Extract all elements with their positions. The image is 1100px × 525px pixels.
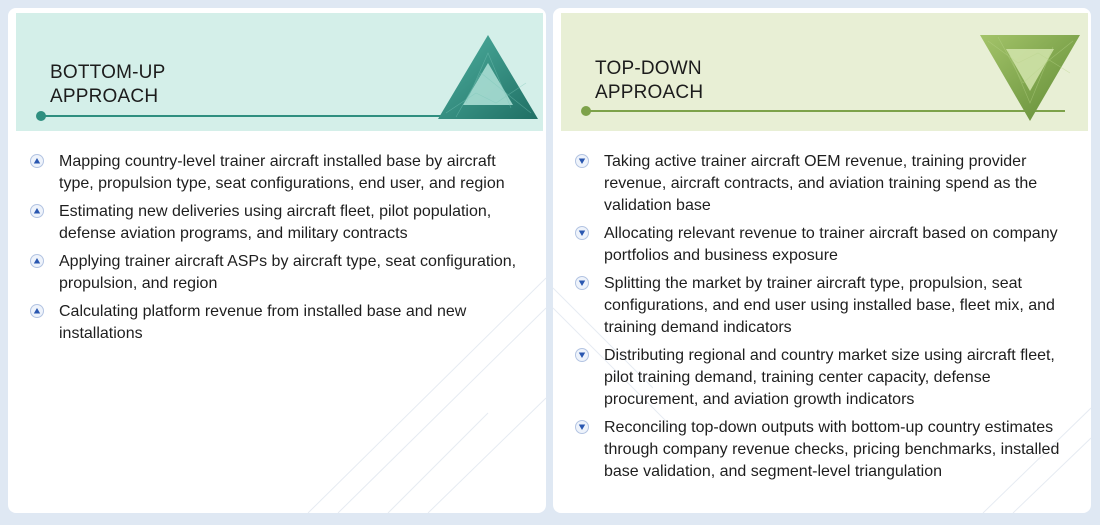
top-down-panel — [553, 8, 1091, 513]
list-item — [575, 273, 1075, 339]
list-item — [30, 251, 520, 295]
arrow-up-bullet-icon — [30, 154, 44, 168]
triangle-down-icon — [978, 33, 1082, 123]
bottom-up-panel — [8, 8, 546, 513]
list-item — [575, 151, 1075, 217]
arrow-down-bullet-icon — [575, 226, 589, 240]
list-item-text: Reconciling top-down outputs with bottom-up country estimates through company revenue checks, pricing benchmarks, installed base validation, and segment-level triangulation — [604, 419, 1060, 480]
triangle-up-icon — [436, 33, 540, 121]
list-item — [30, 301, 520, 345]
bottom-up-header — [16, 13, 543, 131]
list-item-text: Allocating relevant revenue to trainer aircraft based on company portfolios and business exposure — [604, 225, 1058, 264]
bottom-up-title: BOTTOM-UP APPROACH — [50, 62, 166, 107]
list-item-text: Estimating new deliveries using aircraft fleet, pilot population, defense aviation programs, and military contracts — [59, 203, 492, 242]
bottom-up-list — [30, 151, 520, 351]
arrow-down-bullet-icon — [575, 276, 589, 290]
arrow-down-bullet-icon — [575, 154, 589, 168]
arrow-up-bullet-icon — [30, 204, 44, 218]
list-item — [575, 223, 1075, 267]
bottom-up-header-dot — [36, 111, 46, 121]
list-item-text: Taking active trainer aircraft OEM revenue, training provider revenue, aircraft contracts, and aviation training spend as the validation base — [604, 153, 1038, 214]
list-item — [575, 417, 1075, 483]
top-down-header — [561, 13, 1088, 131]
top-down-header-dot — [581, 106, 591, 116]
list-item — [30, 151, 520, 195]
list-item — [575, 345, 1075, 411]
list-item-text: Applying trainer aircraft ASPs by aircraft type, seat configuration, propulsion, and region — [59, 253, 517, 292]
list-item-text: Distributing regional and country market size using aircraft fleet, pilot training demand, training center capacity, defense procurement, and aviation growth indicators — [604, 347, 1055, 408]
arrow-down-bullet-icon — [575, 348, 589, 362]
top-down-title: TOP-DOWN APPROACH — [595, 58, 704, 103]
list-item — [30, 201, 520, 245]
top-down-list — [575, 151, 1075, 489]
list-item-text: Splitting the market by trainer aircraft type, propulsion, seat configurations, and end user using installed base, fleet mix, and training demand indicators — [604, 275, 1055, 336]
arrow-up-bullet-icon — [30, 254, 44, 268]
list-item-text: Calculating platform revenue from installed base and new installations — [59, 303, 467, 342]
arrow-down-bullet-icon — [575, 420, 589, 434]
list-item-text: Mapping country-level trainer aircraft installed base by aircraft type, propulsion type, seat configurations, end user, and region — [59, 153, 505, 192]
arrow-up-bullet-icon — [30, 304, 44, 318]
